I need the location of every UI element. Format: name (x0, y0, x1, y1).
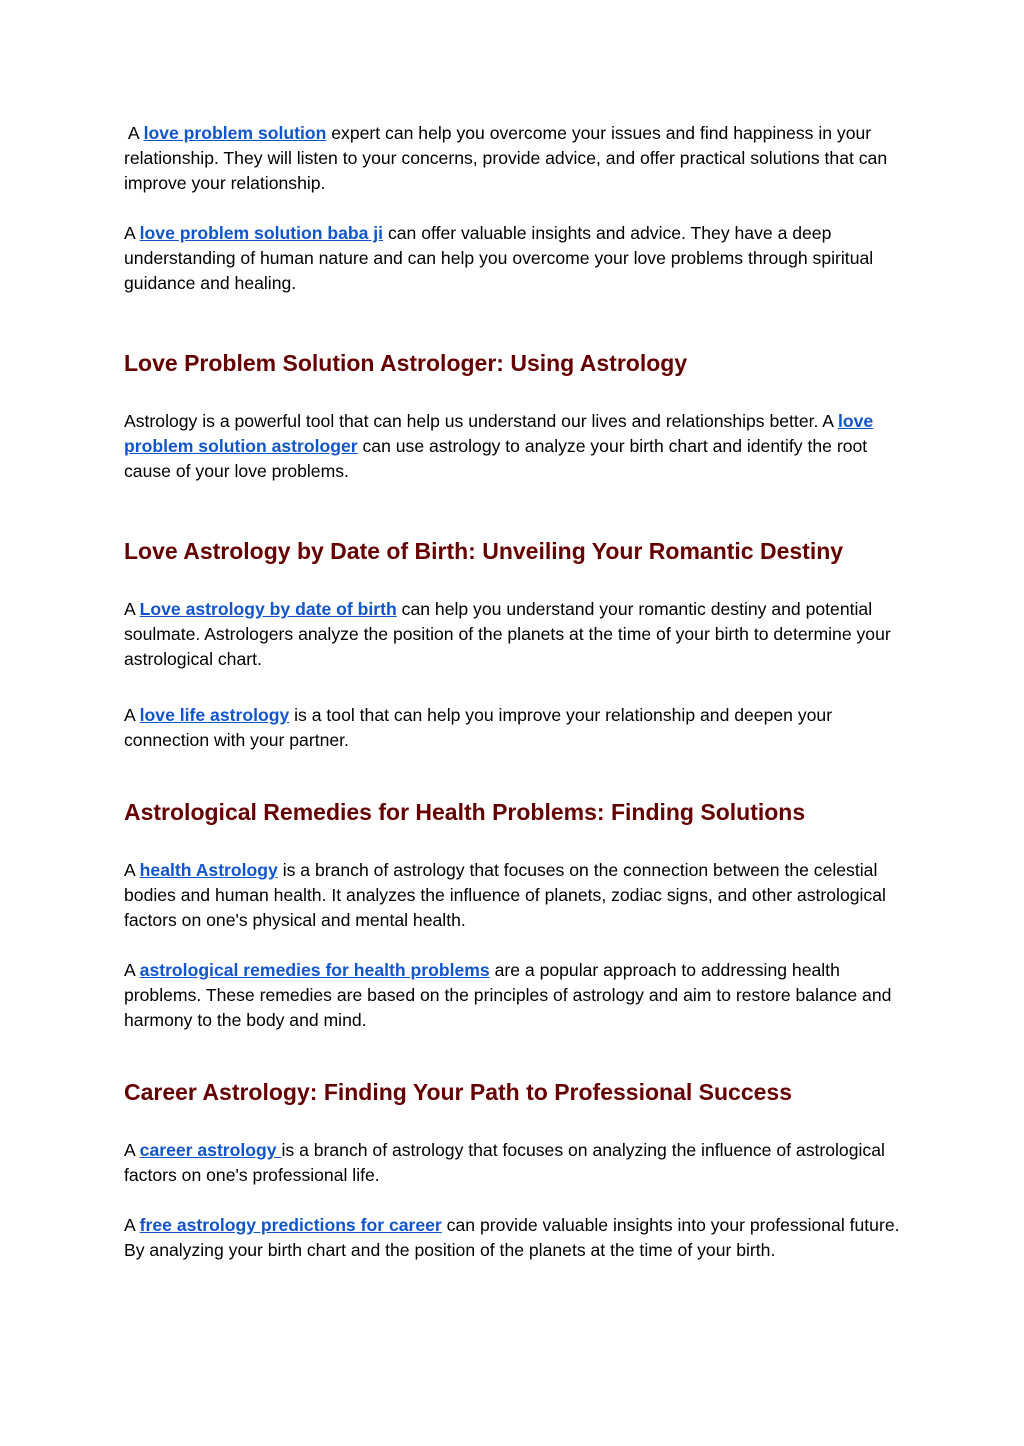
link-astrological-remedies-for-health-problems[interactable]: astrological remedies for health problems (139, 960, 490, 980)
text: is a tool that can help you improve your relationship and deepen your connection with your partner. (124, 705, 833, 750)
text: A (124, 705, 140, 725)
link-love-problem-solution-baba-ji[interactable]: love problem solution baba ji (139, 223, 384, 243)
text: expert can help you overcome your issues and find happiness in your relationship. They will listen to your concerns, provide advice, and offer practical solutions that can improve your relationship. (124, 123, 888, 193)
text: A (124, 960, 140, 980)
link-love-astrology-by-date-of-birth[interactable]: Love astrology by date of birth (139, 599, 397, 619)
link-free-astrology-predictions-for-career[interactable]: free astrology predictions for career (139, 1215, 442, 1235)
intro-paragraph-2 (124, 221, 904, 296)
link-love-problem-solution[interactable]: love problem solution (143, 123, 327, 143)
text: are a popular approach to addressing health problems. These remedies are based on the principles of astrology and aim to restore balance and harmony to the body and mind. (124, 960, 892, 1030)
section4-paragraph-2 (124, 1213, 904, 1263)
intro-paragraph-1 (124, 121, 904, 196)
section-heading-love-astrology-by-date-of-birth: Love Astrology by Date of Birth: Unveiling Your Romantic Destiny (124, 538, 844, 564)
section2-paragraph-2 (124, 703, 904, 753)
text: A (124, 599, 140, 619)
text: can offer valuable insights and advice. They have a deep understanding of human nature and can help you overcome your love problems through spiritual guidance and healing. (124, 223, 874, 293)
section1-paragraph-1 (124, 409, 904, 484)
section-heading-career-astrology: Career Astrology: Finding Your Path to Professional Success (124, 1079, 792, 1105)
link-love-life-astrology[interactable]: love life astrology (139, 705, 290, 725)
document-page (124, 121, 904, 1263)
text: can help you understand your romantic destiny and potential soulmate. Astrologers analyze the position of the planets at the time of your birth to determine your astrological chart. (124, 599, 891, 669)
section-heading-astrological-remedies-health: Astrological Remedies for Health Problems: Finding Solutions (124, 799, 806, 825)
link-career-astrology[interactable]: career astrology (139, 1140, 282, 1160)
section-heading-love-problem-solution-astrologer: Love Problem Solution Astrologer: Using Astrology (124, 350, 688, 376)
text: A (124, 123, 144, 143)
text: A (124, 223, 140, 243)
text: can use astrology to analyze your birth chart and identify the root cause of your love problems. (124, 436, 868, 481)
text: is a branch of astrology that focuses on analyzing the influence of astrological factors on one's professional life. (124, 1140, 885, 1185)
text: is a branch of astrology that focuses on the connection between the celestial bodies and human health. It analyzes the influence of planets, zodiac signs, and other astrological factors on one's physical and mental health. (124, 860, 886, 930)
section3-paragraph-1 (124, 858, 904, 933)
section4-paragraph-1 (124, 1138, 904, 1188)
text: A (124, 1215, 140, 1235)
section2-paragraph-1 (124, 597, 904, 672)
link-love-problem-solution-astrologer[interactable]: love problem solution astrologer (124, 411, 874, 456)
text: A (124, 1140, 140, 1160)
text: A (124, 860, 140, 880)
text: can provide valuable insights into your professional future. By analyzing your birth chart and the position of the planets at the time of your birth. (124, 1215, 900, 1260)
text: Astrology is a powerful tool that can help us understand our lives and relationships better. A (124, 411, 838, 431)
section3-paragraph-2 (124, 958, 904, 1033)
link-health-astrology[interactable]: health Astrology (139, 860, 278, 880)
